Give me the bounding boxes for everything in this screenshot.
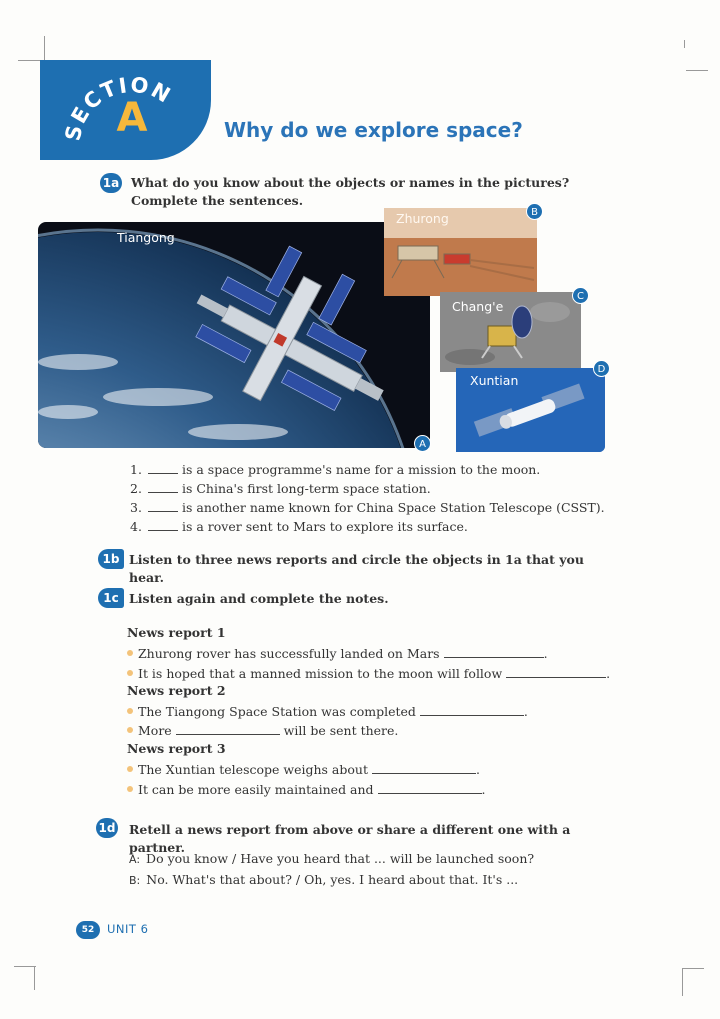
answer-blank[interactable] (176, 723, 280, 735)
activity-1b-instruction: Listen to three news reports and circle the objects in 1a that you hear. (129, 552, 584, 585)
answer-blank[interactable] (420, 704, 524, 716)
note-item: Zhurong rover has successfully landed on Mars . (127, 644, 548, 663)
picture-letter-a: A (414, 435, 431, 452)
sentence-2: 2. is China's first long-term space station. (130, 481, 431, 496)
sentence-4: 4. is a rover sent to Mars to explore its surface. (130, 519, 468, 534)
answer-blank[interactable] (378, 782, 482, 794)
answer-blank[interactable] (148, 462, 178, 474)
activity-badge-1d: 1d (96, 818, 118, 838)
crop-mark (14, 966, 36, 967)
news-report-heading: News report 3 (127, 741, 226, 756)
tiangong-illustration (38, 222, 430, 448)
activity-1c-instruction: Listen again and complete the notes. (129, 591, 389, 606)
note-item: It can be more easily maintained and . (127, 780, 486, 799)
picture-label-xuntian: Xuntian (470, 373, 519, 388)
answer-blank[interactable] (444, 646, 544, 658)
activity-1a-instruction: What do you know about the objects or names in the pictures? Complete the sentences. (131, 175, 570, 208)
picture-label-change: Chang'e (452, 299, 504, 314)
bullet-icon (127, 786, 133, 792)
picture-label-tiangong: Tiangong (117, 230, 175, 245)
note-item: It is hoped that a manned mission to the moon will follow . (127, 664, 610, 683)
note-item: The Tiangong Space Station was completed . (127, 702, 528, 721)
news-report-heading: News report 2 (127, 683, 226, 698)
picture-zhurong (384, 208, 537, 296)
picture-letter-d: D (593, 360, 610, 377)
unit-label: UNIT 6 (107, 922, 149, 936)
bullet-icon (127, 650, 133, 656)
sentence-3: 3. is another name known for China Space Station Telescope (CSST). (130, 500, 605, 515)
news-report-heading: News report 1 (127, 625, 226, 640)
answer-blank[interactable] (148, 519, 178, 531)
note-item: The Xuntian telescope weighs about . (127, 760, 480, 779)
crop-mark (684, 40, 685, 48)
dialog-line-a: A: Do you know / Have you heard that ... will be launched soon? (129, 851, 535, 866)
page-number: 52 (76, 921, 100, 939)
bullet-icon (127, 766, 133, 772)
picture-xuntian (456, 368, 605, 452)
picture-letter-b: B (526, 203, 543, 220)
crop-mark (682, 968, 704, 969)
answer-blank[interactable] (148, 500, 178, 512)
note-item: More will be sent there. (127, 721, 398, 740)
bullet-icon (127, 708, 133, 714)
crop-mark (44, 36, 45, 60)
picture-label-zhurong: Zhurong (396, 211, 449, 226)
picture-letter-c: C (572, 287, 589, 304)
section-letter: A (116, 95, 148, 141)
crop-mark (682, 968, 683, 996)
answer-blank[interactable] (372, 762, 476, 774)
picture-tiangong (38, 222, 430, 448)
answer-blank[interactable] (148, 481, 178, 493)
dialog-line-b: B: No. What's that about? / Oh, yes. I heard about that. It's ... (129, 872, 519, 887)
page-title: Why do we explore space? (224, 118, 523, 142)
activity-1d-instruction: Retell a news report from above or share a different one with a partner. (129, 822, 571, 855)
bullet-icon (127, 727, 133, 733)
activity-badge-1c: 1c (98, 588, 124, 608)
crop-mark (34, 966, 35, 990)
activity-badge-1a: 1a (100, 173, 122, 193)
svg-text:SECTION: SECTION (60, 72, 177, 143)
activity-badge-1b: 1b (98, 549, 124, 569)
crop-mark (686, 70, 708, 71)
answer-blank[interactable] (506, 666, 606, 678)
sentence-1: 1. is a space programme's name for a mission to the moon. (130, 462, 541, 477)
bullet-icon (127, 670, 133, 676)
picture-change (440, 292, 581, 372)
